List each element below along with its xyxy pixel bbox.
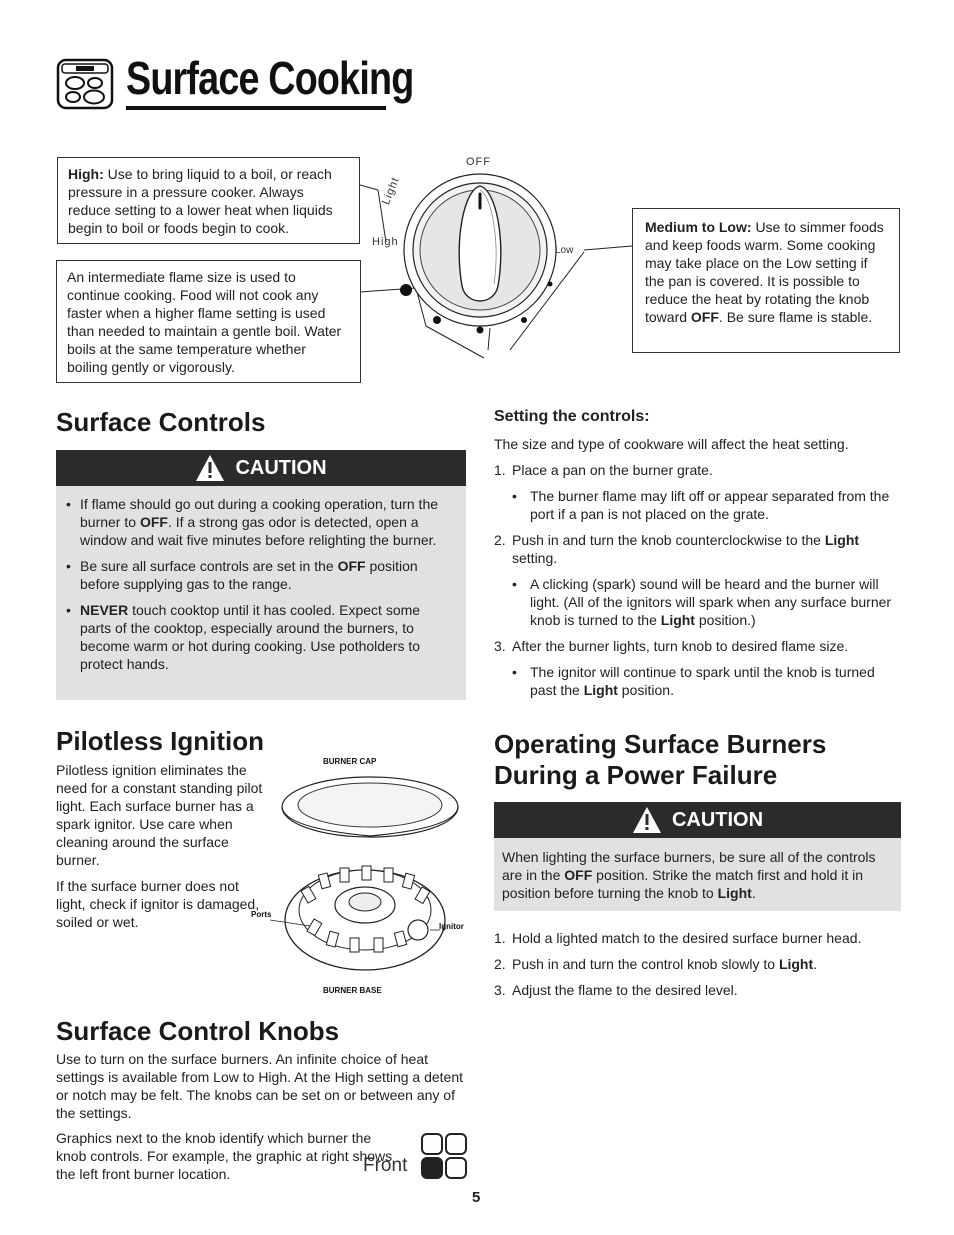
power-step-1: 1. Hold a lighted match to the desired surface burner head. (494, 930, 862, 946)
knob-off-label: OFF (466, 156, 491, 168)
knob-high-label: High (372, 236, 399, 248)
setting-intro: The size and type of cookware will affect the heat setting. (494, 436, 849, 452)
control-knobs-text: Use to turn on the surface burners. An infinite choice of heat settings is available from Low to High. At the High setting a detent or notch may be felt. The knobs can be set on or between any of the settings. (56, 1051, 464, 1121)
control-knobs-text-2: Graphics next to the knob identify which burner the knob controls. For example, the graphic at right shows the left front burner location. (56, 1130, 393, 1182)
burner-location-icon (420, 1132, 468, 1180)
setting-step-1: 1. Place a pan on the burner grate. (494, 462, 713, 478)
burner-cap-label: BURNER CAP (323, 757, 377, 766)
page-title: Surface Cooking (126, 52, 414, 104)
warning-icon (195, 454, 225, 482)
control-knobs-p2 (56, 1129, 401, 1191)
medium-low-text-end: . Be sure flame is stable. (718, 309, 873, 325)
setting-controls-steps (494, 435, 900, 707)
intermediate-text: An intermediate flame size is used to continue cooking. Food will not cook any faster when a higher flame setting is used than needed to maintain a gentle boil. Water boils at the same temperature whether boiling gently or vigorously. (67, 269, 342, 375)
surface-controls-heading: Surface Controls (56, 407, 266, 437)
high-label: High: (68, 166, 104, 182)
setting-step-3: 3. After the burner lights, turn knob to desired flame size. (494, 638, 849, 654)
title-underline (126, 106, 386, 110)
medium-low-off: OFF (690, 309, 719, 325)
control-knobs-heading: Surface Control Knobs (56, 1016, 340, 1046)
power-failure-heading: Operating Surface Burners During a Power Failure (494, 729, 827, 790)
pilotless-p1: Pilotless ignition eliminates the need for a constant standing pilot light. Each surface burner has a spark ignitor. Use care when cleaning around the surface burner. (56, 762, 263, 868)
burner-illustration (270, 770, 470, 985)
caution-label: CAUTION (235, 457, 327, 479)
knob-low-label: Low (555, 245, 574, 256)
caution-item: • If flame should go out during a cooking operation, turn the burner to OFF. If a strong gas odor is detected, open a window and wait five minutes before relighting the burner. (56, 495, 446, 549)
power-failure-caution-body: When lighting the surface burners, be sure all of the controls are in the OFF position. Strike the match first and hold it in position before turning the knob to Light. (494, 838, 901, 911)
surface-controls-caution-bar (56, 450, 466, 486)
pilotless-heading: Pilotless Ignition (56, 726, 265, 756)
knob-light-label: Light (380, 175, 402, 207)
page-number: 5 (472, 1189, 481, 1206)
setting-step-2: 2. Push in and turn the knob counterclockwise to the Light setting. (494, 532, 860, 566)
setting-step-2-note: • A clicking (spark) sound will be heard and the burner will light. (All of the ignitors will spark when any surface burner knob is turned to the Light position.) (494, 575, 900, 629)
power-failure-caution-bar (494, 802, 901, 838)
pilotless-p2: If the surface burner does not light, check if ignitor is damaged, soiled or wet. (56, 878, 260, 930)
ports-label: Ports (251, 910, 272, 919)
setting-step-1-note: • The burner flame may lift off or appear separated from the port if a pan is not placed on the grate. (494, 487, 900, 523)
burner-base-label: BURNER BASE (323, 986, 382, 995)
setting-step-3-note: • The ignitor will continue to spark until the knob is turned past the Light position. (494, 663, 900, 699)
knob-diagram (360, 150, 640, 360)
setting-controls-heading: Setting the controls: (494, 408, 650, 425)
power-failure-steps (494, 929, 900, 1007)
cooktop-icon (56, 58, 114, 110)
intermediate-callout (56, 260, 361, 383)
caution-item: • NEVER touch cooktop until it has cooled. Expect some parts of the cooktop, especially around the burners, to become warm or hot during cooking. Use potholders to protect hands. (56, 601, 446, 673)
medium-low-text: Use to simmer foods and keep foods warm. Some cooking may take place on the Low setting if the pan is covered. It is possible to reduce the heat by rotating the knob toward (645, 219, 884, 325)
control-knobs-p1 (56, 1050, 466, 1130)
surface-controls-caution-body (56, 486, 466, 700)
pilotless-text (56, 761, 266, 939)
high-text: Use to bring liquid to a boil, or reach pressure in a pressure cooker. Always reduce setting to a lower heat when liquids begin to boil or foods begin to cook. (68, 166, 333, 236)
caution-label: CAUTION (671, 809, 764, 831)
power-step-3: 3. Adjust the flame to the desired level. (494, 982, 738, 998)
medium-low-label: Medium to Low: (645, 219, 752, 235)
caution-item: • Be sure all surface controls are set in the OFF position before supplying gas to the range. (56, 557, 446, 593)
power-step-2: 2. Push in and turn the control knob slowly to Light. (494, 956, 818, 972)
warning-icon (632, 806, 662, 834)
medium-low-callout (632, 208, 900, 353)
high-callout (57, 157, 360, 244)
ignitor-label: Ignitor (439, 922, 464, 931)
front-label: Front (363, 1155, 408, 1176)
